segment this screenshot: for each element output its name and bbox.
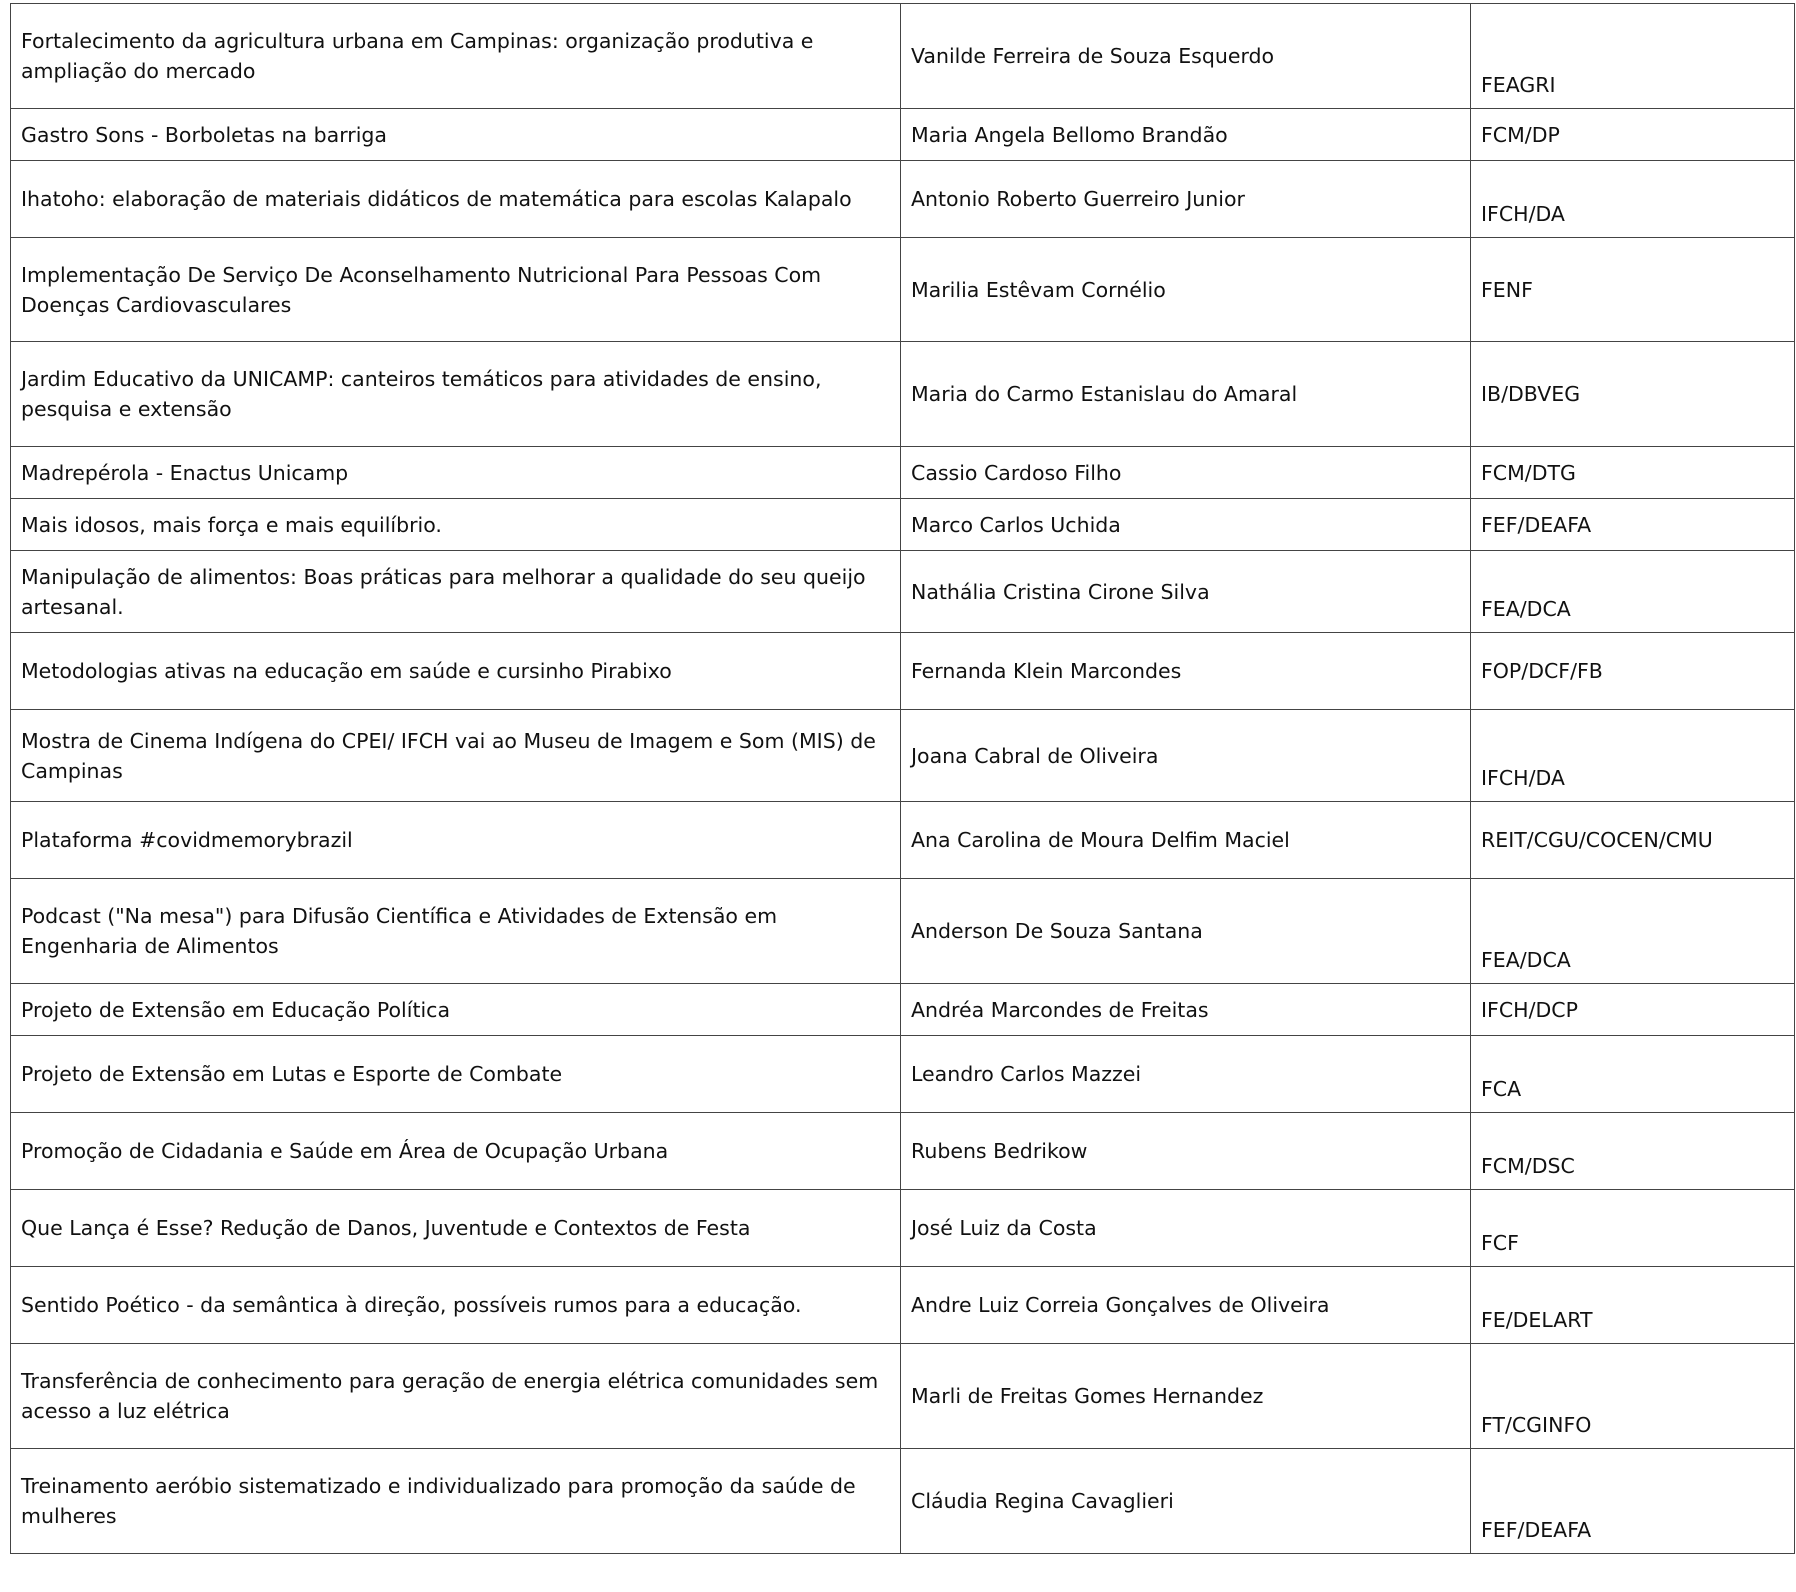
- project-title-cell: Podcast ("Na mesa") para Difusão Científica e Atividades de Extensão em Engenharia de Alimentos: [11, 879, 901, 984]
- unit-cell: FEF/DEAFA: [1471, 1449, 1795, 1554]
- unit-cell: FEF/DEAFA: [1471, 499, 1795, 551]
- table-row: [11, 1267, 1795, 1344]
- coordinator-cell: Leandro Carlos Mazzei: [901, 1036, 1471, 1113]
- project-title-cell: Plataforma #covidmemorybrazil: [11, 802, 901, 879]
- project-title-cell: Metodologias ativas na educação em saúde e cursinho Pirabixo: [11, 633, 901, 710]
- project-title-cell: Implementação De Serviço De Aconselhamento Nutricional Para Pessoas Com Doenças Cardiovasculares: [11, 238, 901, 342]
- table-row: [11, 802, 1795, 879]
- unit-cell: FE/DELART: [1471, 1267, 1795, 1344]
- coordinator-cell: Marli de Freitas Gomes Hernandez: [901, 1344, 1471, 1449]
- unit-cell: FENF: [1471, 238, 1795, 342]
- project-title-cell: Madrepérola - Enactus Unicamp: [11, 447, 901, 499]
- coordinator-cell: Marilia Estêvam Cornélio: [901, 238, 1471, 342]
- unit-cell: IB/DBVEG: [1471, 342, 1795, 447]
- coordinator-cell: Nathália Cristina Cirone Silva: [901, 551, 1471, 633]
- unit-cell: REIT/CGU/COCEN/CMU: [1471, 802, 1795, 879]
- unit-cell: FEA/DCA: [1471, 879, 1795, 984]
- table-row: [11, 710, 1795, 802]
- project-title-cell: Jardim Educativo da UNICAMP: canteiros temáticos para atividades de ensino, pesquisa e extensão: [11, 342, 901, 447]
- table-row: [11, 109, 1795, 161]
- project-title-cell: Promoção de Cidadania e Saúde em Área de Ocupação Urbana: [11, 1113, 901, 1190]
- project-title-cell: Gastro Sons - Borboletas na barriga: [11, 109, 901, 161]
- projects-table: [10, 3, 1795, 1554]
- unit-cell: IFCH/DCP: [1471, 984, 1795, 1036]
- unit-cell: FCF: [1471, 1190, 1795, 1267]
- coordinator-cell: Marco Carlos Uchida: [901, 499, 1471, 551]
- coordinator-cell: Rubens Bedrikow: [901, 1113, 1471, 1190]
- table-row: [11, 238, 1795, 342]
- project-title-cell: Manipulação de alimentos: Boas práticas para melhorar a qualidade do seu queijo artesanal.: [11, 551, 901, 633]
- coordinator-cell: Cassio Cardoso Filho: [901, 447, 1471, 499]
- table-row: [11, 984, 1795, 1036]
- project-title-cell: Projeto de Extensão em Educação Política: [11, 984, 901, 1036]
- coordinator-cell: Antonio Roberto Guerreiro Junior: [901, 161, 1471, 238]
- table-row: [11, 447, 1795, 499]
- coordinator-cell: Andre Luiz Correia Gonçalves de Oliveira: [901, 1267, 1471, 1344]
- table-row: [11, 551, 1795, 633]
- coordinator-cell: José Luiz da Costa: [901, 1190, 1471, 1267]
- project-title-cell: Mostra de Cinema Indígena do CPEI/ IFCH vai ao Museu de Imagem e Som (MIS) de Campinas: [11, 710, 901, 802]
- coordinator-cell: Fernanda Klein Marcondes: [901, 633, 1471, 710]
- unit-cell: IFCH/DA: [1471, 710, 1795, 802]
- table-row: [11, 161, 1795, 238]
- unit-cell: FCM/DTG: [1471, 447, 1795, 499]
- coordinator-cell: Anderson De Souza Santana: [901, 879, 1471, 984]
- table-row: [11, 1449, 1795, 1554]
- project-title-cell: Mais idosos, mais força e mais equilíbrio.: [11, 499, 901, 551]
- project-title-cell: Ihatoho: elaboração de materiais didáticos de matemática para escolas Kalapalo: [11, 161, 901, 238]
- unit-cell: FT/CGINFO: [1471, 1344, 1795, 1449]
- coordinator-cell: Maria Angela Bellomo Brandão: [901, 109, 1471, 161]
- unit-cell: FCA: [1471, 1036, 1795, 1113]
- unit-cell: FOP/DCF/FB: [1471, 633, 1795, 710]
- unit-cell: IFCH/DA: [1471, 161, 1795, 238]
- table-row: [11, 1113, 1795, 1190]
- coordinator-cell: Andréa Marcondes de Freitas: [901, 984, 1471, 1036]
- coordinator-cell: Cláudia Regina Cavaglieri: [901, 1449, 1471, 1554]
- coordinator-cell: Joana Cabral de Oliveira: [901, 710, 1471, 802]
- table-row: [11, 499, 1795, 551]
- project-title-cell: Treinamento aeróbio sistematizado e individualizado para promoção da saúde de mulheres: [11, 1449, 901, 1554]
- project-title-cell: Projeto de Extensão em Lutas e Esporte de Combate: [11, 1036, 901, 1113]
- table-row: [11, 342, 1795, 447]
- unit-cell: FCM/DSC: [1471, 1113, 1795, 1190]
- project-title-cell: Sentido Poético - da semântica à direção, possíveis rumos para a educação.: [11, 1267, 901, 1344]
- coordinator-cell: Maria do Carmo Estanislau do Amaral: [901, 342, 1471, 447]
- unit-cell: FEA/DCA: [1471, 551, 1795, 633]
- coordinator-cell: Ana Carolina de Moura Delfim Maciel: [901, 802, 1471, 879]
- unit-cell: FEAGRI: [1471, 4, 1795, 109]
- project-title-cell: Transferência de conhecimento para geração de energia elétrica comunidades sem acesso a luz elétrica: [11, 1344, 901, 1449]
- project-title-cell: Que Lança é Esse? Redução de Danos, Juventude e Contextos de Festa: [11, 1190, 901, 1267]
- unit-cell: FCM/DP: [1471, 109, 1795, 161]
- table-row: [11, 1036, 1795, 1113]
- table-row: [11, 4, 1795, 109]
- table-row: [11, 879, 1795, 984]
- project-title-cell: Fortalecimento da agricultura urbana em Campinas: organização produtiva e ampliação do mercado: [11, 4, 901, 109]
- table-row: [11, 1344, 1795, 1449]
- table-row: [11, 1190, 1795, 1267]
- table-row: [11, 633, 1795, 710]
- coordinator-cell: Vanilde Ferreira de Souza Esquerdo: [901, 4, 1471, 109]
